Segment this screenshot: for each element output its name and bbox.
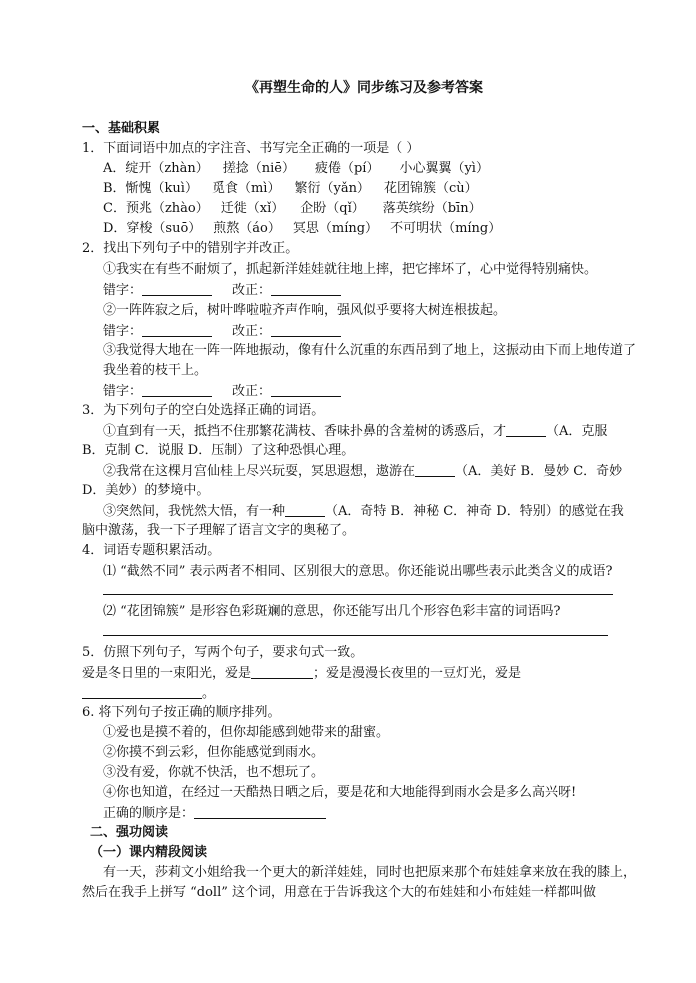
q2-answer-row-3: 错字： 改正：	[103, 382, 341, 401]
q1-option-b: B．惭愧（kuì） 觅食（mì） 繁衍（yǎn） 花团锦簇（cù）	[103, 181, 478, 196]
q3-blank-2[interactable]	[415, 462, 455, 477]
q1-stem: 1．下面词语中加点的字注音、书写完全正确的一项是（ ）	[82, 141, 420, 156]
correction-blank-2[interactable]	[271, 322, 341, 337]
q3-sentence-1b: B．克制 C．说服 D．压制）了这种恐惧心理。	[82, 443, 355, 458]
q2-sentence-3a: ③我觉得大地在一阵一阵地振动，像有什么沉重的东西吊到了地上，这振动由下而上地传道了	[103, 343, 637, 358]
q3-sentence-2b: D．美妙）的梦境中。	[82, 483, 210, 498]
q4-answer-line-2[interactable]	[103, 635, 608, 636]
q2-sentence-3b: 我坐着的枝干上。	[103, 363, 208, 378]
wrong-char-blank-1[interactable]	[142, 281, 212, 296]
q3-sentence-3b: 脑中激荡，我一下子理解了语言文字的奥秘了。	[82, 523, 356, 538]
correction-blank-3[interactable]	[271, 382, 341, 397]
q5-sentence-1: 爱是冬日里的一束阳光，爱是 ；爱是漫漫长夜里的一豆灯光，爱是	[82, 666, 522, 681]
q5-stem: 5．仿照下列句子，写两个句子，要求句式一致。	[82, 645, 364, 660]
q6-sentence-1: ①爱也是摸不着的，但你却能感到她带来的甜蜜。	[103, 725, 390, 740]
q3-sentence-3a: ③突然间，我恍然大悟，有一种 （A．奇特 B．神秘 C．神奇 D．特别）的感觉在我	[103, 504, 624, 519]
wrong-char-blank-2[interactable]	[142, 322, 212, 337]
q1-option-d: D．穿梭（suō） 煎熬（áo） 冥思（míng） 不可明状（míng）	[103, 221, 502, 236]
section-heading-reading: 二、强功阅读	[90, 825, 169, 840]
q3-sentence-1a: ①直到有一天，抵挡不住那繁花满枝、香味扑鼻的含羞树的诱惑后，才 （A．克服	[103, 424, 608, 439]
q6-order-row: 正确的顺序是：	[103, 804, 326, 823]
q6-sentence-3: ③没有爱，你就不快活，也不想玩了。	[103, 765, 325, 780]
subsection-heading-reading: （一）课内精段阅读	[90, 845, 208, 860]
wrong-char-blank-3[interactable]	[142, 382, 212, 397]
q6-stem: 6. 将下列句子按正确的顺序排列。	[82, 705, 281, 720]
q2-answer-row-1: 错字： 改正：	[103, 281, 341, 300]
q5-sentence-2: 。	[82, 684, 215, 703]
q2-sentence-1: ①我实在有些不耐烦了，抓起新洋娃娃就往地上摔，把它摔坏了，心中觉得特别痛快。	[103, 262, 598, 277]
page-title: 《再塑生命的人》同步练习及参考答案	[245, 80, 483, 96]
q1-option-c: C．预兆（zhào） 迁徙（xǐ） 企盼（qǐ） 落英缤纷（bīn）	[103, 201, 482, 216]
q2-answer-row-2: 错字： 改正：	[103, 322, 341, 341]
correction-blank-1[interactable]	[271, 281, 341, 296]
q3-blank-3[interactable]	[285, 502, 325, 517]
q4-prompt-2: ⑵ “花团锦簇” 是形容色彩斑斓的意思，你还能写出几个形容色彩丰富的词语吗?	[103, 604, 561, 619]
q3-blank-1[interactable]	[506, 422, 546, 437]
reading-paragraph-line-2: 然后在我手上拼写 “doll” 这个词，用意在于告诉我这个大的布娃娃和小布娃娃一样都叫做	[82, 885, 597, 900]
q2-stem: 2．找出下列句子中的错别字并改正。	[82, 241, 299, 256]
q5-blank-2[interactable]	[82, 684, 202, 699]
q4-answer-line-1[interactable]	[103, 594, 613, 595]
section-heading-basics: 一、基础积累	[82, 121, 161, 136]
q1-option-a: A．绽开（zhàn） 搓捻（niē） 疲倦（pí） 小心翼翼（yì）	[103, 161, 489, 176]
q4-prompt-1: ⑴ “截然不同” 表示两者不相同、区别很大的意思。你还能说出哪些表示此类含义的成语?	[103, 564, 613, 579]
q6-sentence-4: ④你也知道，在经过一天酷热日晒之后，要是花和大地能得到雨水会是多么高兴呀!	[103, 785, 577, 800]
q2-sentence-2: ②一阵阵寂之后，树叶哗啦啦齐声作响，强风似乎要将大树连根拔起。	[103, 303, 507, 318]
q3-sentence-2a: ②我常在这棵月宫仙桂上尽兴玩耍，冥思遐想，遨游在 （A．美好 B．曼妙 C．奇妙	[103, 464, 623, 479]
q3-stem: 3．为下列句子的空白处选择正确的词语。	[82, 403, 325, 418]
q4-stem: 4．词语专题积累活动。	[82, 543, 221, 558]
q6-sentence-2: ②你摸不到云彩，但你能感觉到雨水。	[103, 745, 325, 760]
q6-order-blank[interactable]	[194, 804, 326, 819]
reading-paragraph-line-1: 有一天，莎莉文小姐给我一个更大的新洋娃娃，同时也把原来那个布娃娃拿来放在我的膝上，	[103, 865, 637, 880]
q5-blank-1[interactable]	[251, 664, 313, 679]
